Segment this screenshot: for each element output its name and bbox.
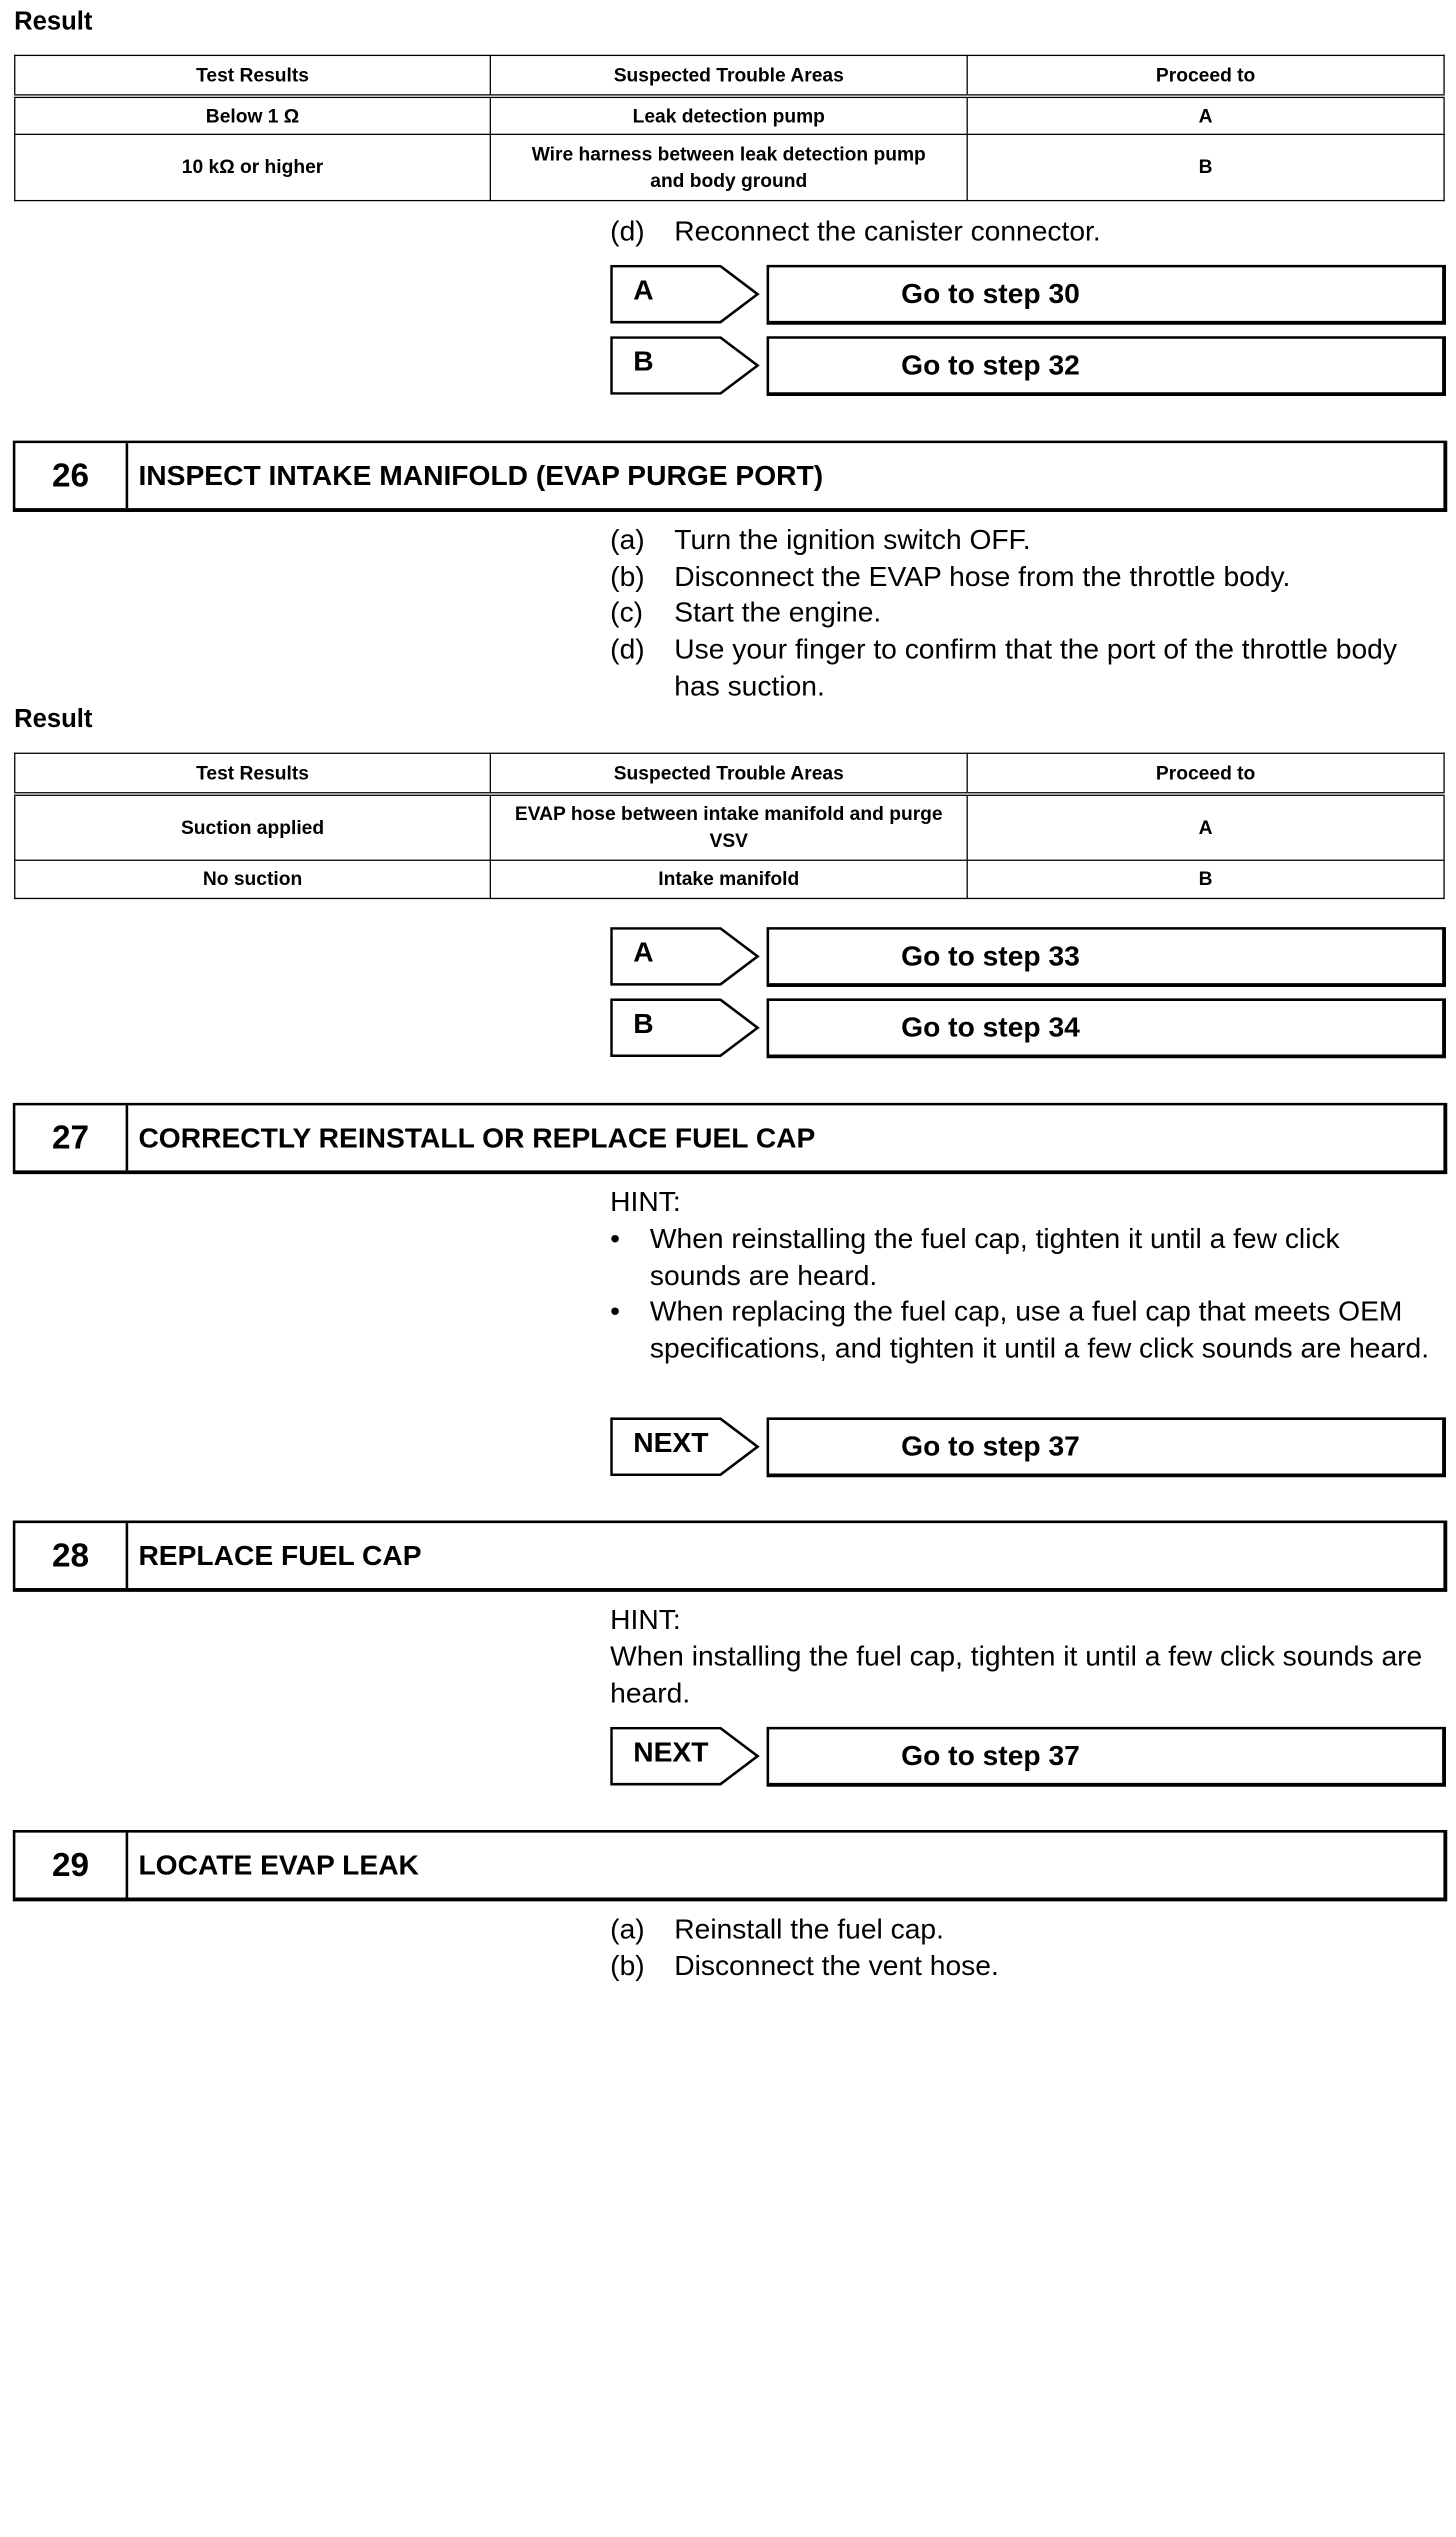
- item-text: Reconnect the canister connector.: [674, 215, 1101, 248]
- item-text: Disconnect the EVAP hose from the throttle body.: [674, 560, 1291, 593]
- step-title: LOCATE EVAP LEAK: [138, 1849, 419, 1881]
- hint-label: HINT:: [610, 1603, 681, 1636]
- item-label: (b): [610, 560, 645, 593]
- item-text: Reinstall the fuel cap.: [674, 1912, 944, 1945]
- bullet-dot: •: [610, 1222, 621, 1255]
- go-to-step-text: Go to step 37: [901, 1739, 1080, 1772]
- go-to-step-box: [767, 1417, 1446, 1477]
- cell-trouble-area: Wire harness between leak detection pump and body ground: [490, 134, 967, 200]
- branch-tag: B: [633, 1007, 654, 1040]
- step-number: 27: [15, 1105, 128, 1170]
- table-row: [15, 134, 1444, 200]
- column-header-test-results: Test Results: [15, 753, 491, 794]
- item-text: Start the engine.: [674, 595, 882, 628]
- cell-trouble-area: Intake manifold: [490, 860, 967, 898]
- bullet-dot: •: [610, 1295, 621, 1327]
- column-header-proceed-to: Proceed to: [967, 753, 1444, 794]
- branch-b-arrow: [610, 336, 761, 395]
- cell-trouble-area: EVAP hose between intake manifold and purge VSV: [490, 794, 967, 860]
- step-number: 26: [15, 443, 128, 508]
- go-to-step-text: Go to step 30: [901, 277, 1080, 310]
- branch-tag: B: [633, 345, 654, 377]
- go-to-step-box: [767, 998, 1446, 1058]
- step-header-27: [13, 1103, 1447, 1174]
- cell-test-result: No suction: [15, 860, 491, 898]
- go-to-step-box: [767, 1727, 1446, 1787]
- step-title: INSPECT INTAKE MANIFOLD (EVAP PURGE PORT): [138, 459, 824, 492]
- next-tag: NEXT: [633, 1426, 709, 1459]
- branch-a-arrow: [610, 927, 761, 986]
- go-to-step-box: [767, 265, 1446, 325]
- cell-test-result: Below 1 Ω: [15, 96, 491, 134]
- cell-test-result: Suction applied: [15, 794, 491, 860]
- cell-trouble-area: Leak detection pump: [490, 96, 967, 134]
- go-to-step-text: Go to step 32: [901, 348, 1080, 381]
- next-tag: NEXT: [633, 1735, 709, 1768]
- item-text: Disconnect the vent hose.: [674, 1949, 999, 1982]
- step-number: 28: [15, 1523, 128, 1588]
- result-heading: Result: [14, 705, 93, 734]
- step-title: REPLACE FUEL CAP: [138, 1539, 422, 1572]
- table-row: [15, 96, 1444, 134]
- branch-tag: A: [633, 273, 654, 306]
- cell-test-result: 10 kΩ or higher: [15, 134, 491, 200]
- result-table-2: [14, 753, 1445, 899]
- bullet-text: When replacing the fuel cap, use a fuel cap that meets OEM specifications, and tighten it until a few click sounds are heard.: [649, 1295, 1430, 1364]
- go-to-step-box: [767, 927, 1446, 987]
- step-number: 29: [15, 1833, 128, 1898]
- column-header-trouble-areas: Suspected Trouble Areas: [490, 55, 967, 96]
- step-title: CORRECTLY REINSTALL OR REPLACE FUEL CAP: [138, 1121, 816, 1154]
- go-to-step-text: Go to step 34: [901, 1011, 1080, 1043]
- item-text: Turn the ignition switch OFF.: [674, 523, 1031, 556]
- item-label: (a): [610, 1912, 645, 1945]
- go-to-step-text: Go to step 37: [901, 1430, 1080, 1462]
- item-label: (d): [610, 632, 645, 665]
- item-label: (d): [610, 215, 645, 248]
- item-label: (b): [610, 1949, 645, 1982]
- step-header-29: [13, 1830, 1447, 1901]
- go-to-step-text: Go to step 33: [901, 939, 1080, 972]
- next-arrow: [610, 1417, 761, 1476]
- item-text: Use your finger to confirm that the port of the throttle body has suction.: [674, 632, 1397, 702]
- item-label: (a): [610, 523, 645, 556]
- item-label: (c): [610, 595, 644, 628]
- column-header-trouble-areas: Suspected Trouble Areas: [490, 753, 967, 794]
- step-header-26: [13, 441, 1447, 512]
- next-arrow: [610, 1727, 761, 1786]
- table-header-row: [15, 753, 1444, 794]
- column-header-test-results: Test Results: [15, 55, 491, 96]
- hint-text: When installing the fuel cap, tighten it until a few click sounds are heard.: [610, 1640, 1423, 1709]
- result-table-1: [14, 55, 1445, 201]
- table-row: [15, 794, 1444, 860]
- cell-proceed-to: B: [967, 134, 1444, 200]
- cell-proceed-to: B: [967, 860, 1444, 898]
- branch-b-arrow: [610, 998, 761, 1057]
- cell-proceed-to: A: [967, 96, 1444, 134]
- go-to-step-box: [767, 336, 1446, 396]
- step-header-28: [13, 1521, 1447, 1592]
- branch-tag: A: [633, 936, 654, 968]
- bullet-text: When reinstalling the fuel cap, tighten it until a few click sounds are heard.: [649, 1222, 1340, 1291]
- table-row: [15, 860, 1444, 898]
- result-heading: Result: [14, 7, 93, 36]
- branch-a-arrow: [610, 265, 761, 324]
- hint-label: HINT:: [610, 1185, 681, 1218]
- cell-proceed-to: A: [967, 794, 1444, 860]
- column-header-proceed-to: Proceed to: [967, 55, 1444, 96]
- table-header-row: [15, 55, 1444, 96]
